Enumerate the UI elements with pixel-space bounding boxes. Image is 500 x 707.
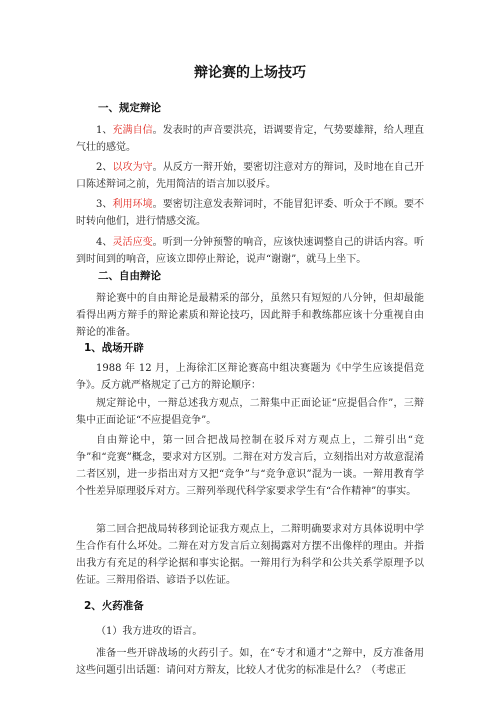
section-1-item-4 <box>76 234 424 268</box>
item-4-highlight: 灵活应变 <box>112 237 153 248</box>
section-2-heading: 二、自由辩论 <box>98 270 161 282</box>
subsection-2-heading: 2、火药准备 <box>84 600 144 612</box>
item-1-highlight: 充满自信 <box>112 125 153 136</box>
item-3-prefix: 3、 <box>96 199 113 210</box>
sub1-paragraph-1: 1988 年 12 月，上海徐汇区辩论赛高中组决赛题为《中学生应该提倡竞争》。反方就严格规定了己方的辩论顺序： <box>76 363 424 391</box>
section-1-heading: 一、规定辩论 <box>98 102 161 114</box>
section-2-intro: 辩论赛中的自由辩论是最精采的部分，虽然只有短短的八分钟，但却最能看得出两方辩手的辩论素质和辩论技巧，因此辩手和教练都应该十分重视自由辩论的准备。 <box>76 293 424 338</box>
item-1-text: 。发表时的声音要洪亮，语调要肯定，气势要雄辩，给人理直气壮的感觉。 <box>76 125 424 153</box>
section-1-item-2 <box>76 159 424 193</box>
item-2-highlight: 以攻为守 <box>112 162 153 173</box>
sub1-paragraph-2: 规定辩论中，一辩总述我方观点，二辩集中正面论证“应提倡合作”，三辩集中正面论证“不应提倡竞争”。 <box>76 398 424 426</box>
section-1-item-1 <box>76 122 424 156</box>
item-3-text: 。要密切注意发表辩词时，不能冒犯评委、听众于不顾。要不时转向他们，进行情感交流。 <box>76 199 424 227</box>
item-4-prefix: 4、 <box>96 237 113 248</box>
sub1-paragraph-4: 第二回合把战局转移到论证我方观点上，二辩明确要求对方具体说明中学生合作有什么坏处。二辩在对方发言后立刻揭露对方摆不出像样的理由。并指出我方有充足的科学论据和事实论据。一辩用行为科学和公共关系学原理予以佐证。三辩用俗语、谚语予以佐证。 <box>76 524 424 586</box>
section-1-item-3 <box>76 196 424 230</box>
subsection-1-heading: 1、战场开辟 <box>84 342 144 354</box>
item-3-highlight: 利用环境 <box>112 199 153 210</box>
sub2-paragraph: 准备一些开辟战场的火药引子。如，在“专才和通才”之辩中，反方准备用这些问题引出话题：请问对方辩友，比较人才优劣的标准是什么？（考虑正 <box>76 648 424 676</box>
page-title: 辩论赛的上场技巧 <box>194 65 306 81</box>
item-1-prefix: 1、 <box>96 125 113 136</box>
item-2-text: 。从反方一辩开始，要密切注意对方的辩词，及时地在自己开口陈述辩词之前，先用简洁的语言加以驳斥。 <box>76 162 424 190</box>
item-4-text: 。听到一分钟预警的响音，应该快速调整自己的讲话内容。听到时间到的响音，应该立即停止辩论，说声“谢谢”，就马上坐下。 <box>76 237 424 265</box>
sub1-paragraph-3: 自由辩论中，第一回合把战局控制在驳斥对方观点上，二辩引出“竞争”和“竞赛”概念，要求对方区别。二辩在对方发言后，立刻指出对方故意混淆二者区别，进一步指出对方又把“竞争”与“竞争意识”混为一谈。一辩用教育学个性差异原理驳斥对方。三辩列举现代科学家要求学生有“合作精神”的事实。 <box>76 435 424 497</box>
item-2-prefix: 2、 <box>96 162 113 173</box>
sub2-item-1: （1）我方进攻的语言。 <box>96 626 203 637</box>
